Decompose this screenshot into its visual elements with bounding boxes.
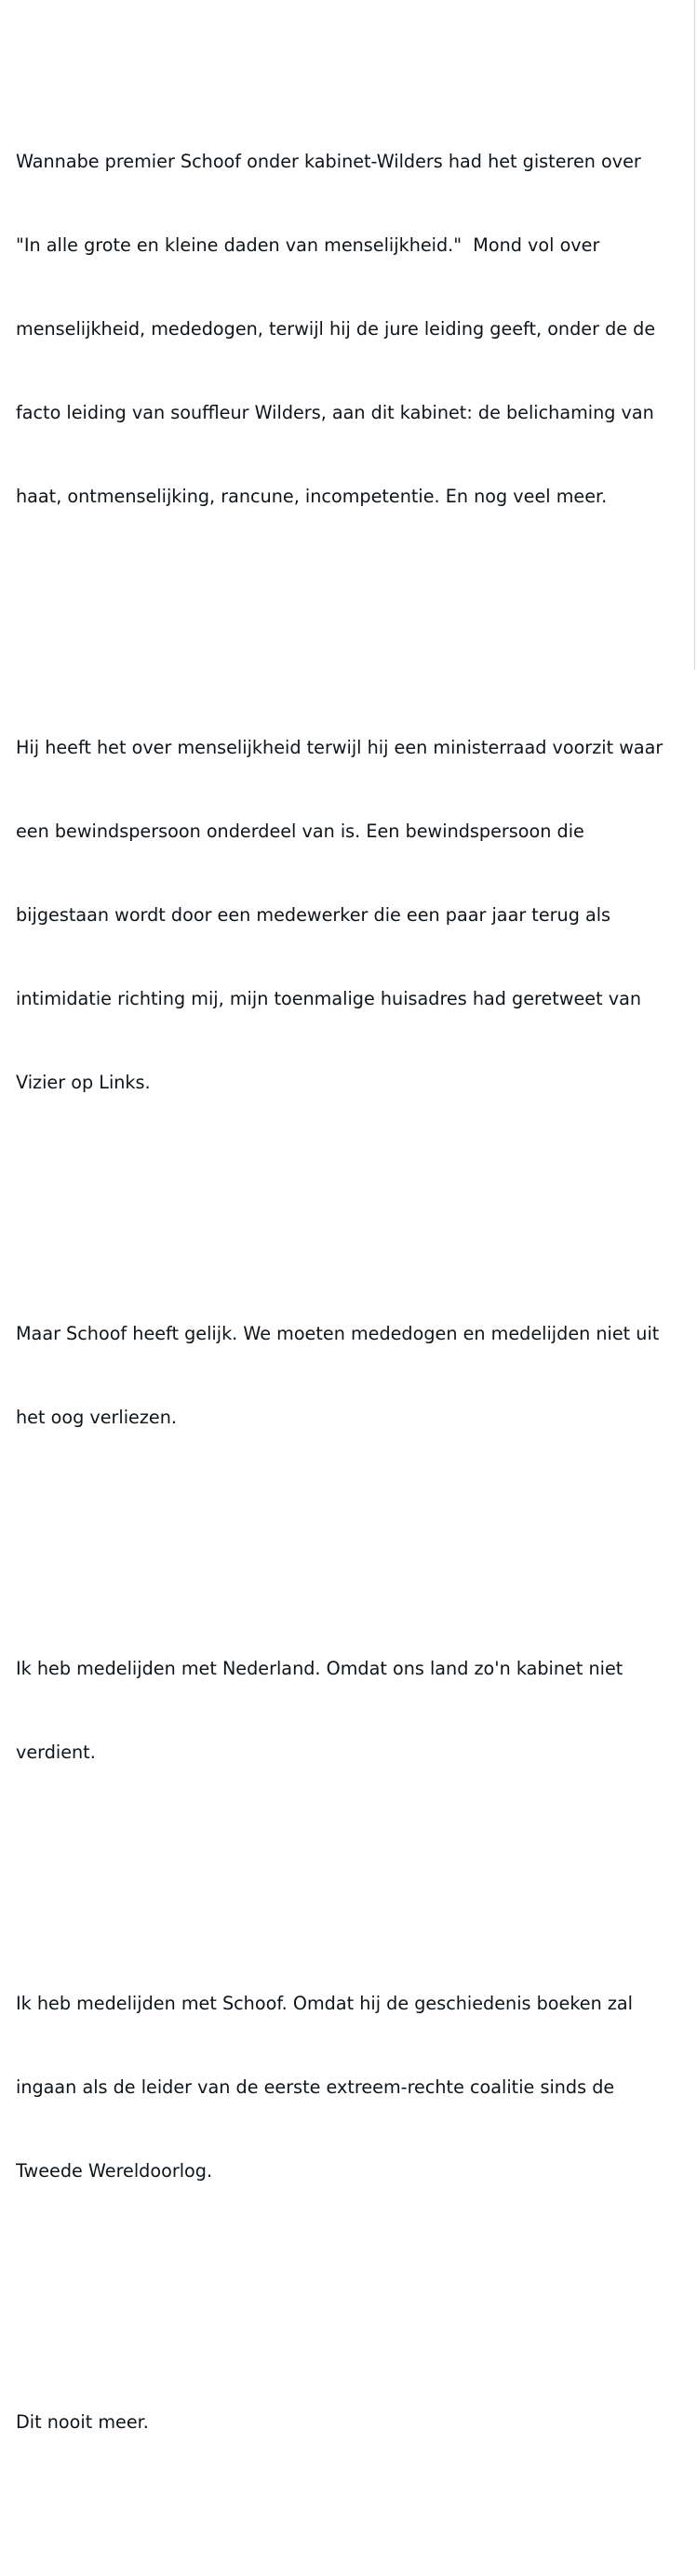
- paragraph-1: [16, 92, 686, 567]
- text-line: Tweede Wereldoorlog.: [16, 2160, 213, 2182]
- card-right-border: [694, 0, 695, 670]
- text-line: Ik heb medelijden met Nederland. Omdat ons land zo'n kabinet niet: [16, 1658, 623, 1679]
- text-line: intimidatie richting mij, mijn toenmalige huisadres had geretweet van: [16, 988, 642, 1009]
- text-line: ingaan als de leider van de eerste extreem-rechte coalitie sinds de: [16, 2076, 615, 2098]
- text-line: "In alle grote en kleine daden van menselijkheid." Mond vol over: [16, 234, 600, 256]
- text-line: facto leiding van souffleur Wilders, aan dit kabinet: de belichaming van: [16, 402, 654, 423]
- text-line: een bewindspersoon onderdeel van is. Een bewindspersoon die: [16, 821, 584, 842]
- text-line: Ik heb medelijden met Schoof. Omdat hij de geschiedenis boeken zal: [16, 1993, 634, 2014]
- text-line: Vizier op Links.: [16, 1072, 151, 1093]
- paragraph-6: [16, 2353, 686, 2492]
- paragraph-2: [16, 678, 686, 1153]
- paragraph-4: [16, 1599, 686, 1822]
- text-line: het oog verliezen.: [16, 1407, 177, 1428]
- text-line: Wannabe premier Schoof onder kabinet-Wilders had het gisteren over: [16, 151, 641, 172]
- text-line: haat, ontmenselijking, rancune, incompetentie. En nog veel meer.: [16, 486, 608, 507]
- text-line: verdient.: [16, 1742, 96, 1763]
- paragraph-3: [16, 1264, 686, 1488]
- text-line: Hij heeft het over menselijkheid terwijl hij een ministerraad voorzit waar: [16, 737, 663, 758]
- post-text: [16, 8, 686, 2576]
- text-line: Maar Schoof heeft gelijk. We moeten mededogen en medelijden niet uit: [16, 1323, 660, 1344]
- text-line: menselijkheid, mededogen, terwijl hij de jure leiding geeft, onder de de: [16, 318, 656, 340]
- paragraph-5: [16, 1934, 686, 2241]
- text-line: bijgestaan wordt door een medewerker die een paar jaar terug als: [16, 904, 611, 926]
- text-line: Dit nooit meer.: [16, 2411, 149, 2433]
